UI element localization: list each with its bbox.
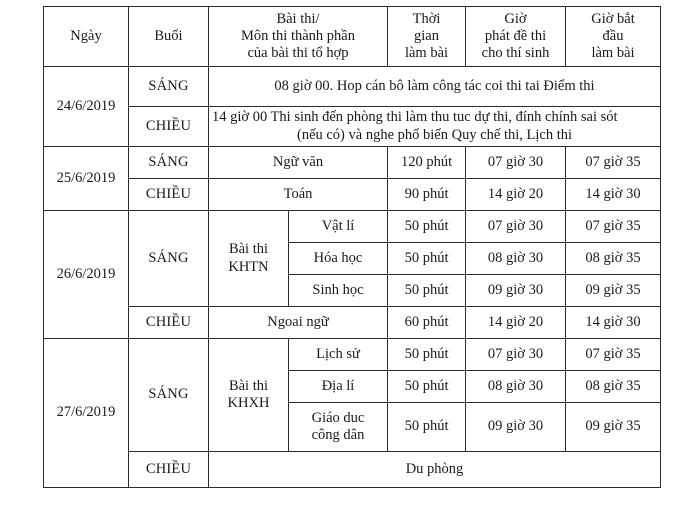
column-header-gio-bat-dau — [566, 7, 661, 67]
column-header-buoi: Buổi — [129, 7, 209, 67]
column-header-gio-phat-line2: phát đề thi — [484, 27, 547, 44]
cell-session-day2-afternoon: CHIỀU — [129, 179, 209, 211]
column-header-gio-phat-de — [466, 7, 566, 67]
cell-date-day3: 26/6/2019 — [44, 211, 129, 339]
column-header-gio-phat-line3: cho thí sinh — [481, 45, 550, 62]
cell-date-day1: 24/6/2019 — [44, 67, 129, 147]
cell-gio-bat-dau-toan: 14 giờ 30 — [566, 179, 661, 211]
exam-schedule-table — [43, 6, 661, 488]
cell-duration-hoa-hoc: 50 phút — [388, 243, 466, 275]
cell-duration-ngu-van: 120 phút — [388, 147, 466, 179]
cell-gio-phat-toan: 14 giờ 20 — [466, 179, 566, 211]
cell-gio-bat-dau-giao-duc-cong-dan: 09 giờ 35 — [566, 403, 661, 452]
cell-duration-giao-duc-cong-dan: 50 phút — [388, 403, 466, 452]
cell-gio-bat-dau-ngu-van: 07 giờ 35 — [566, 147, 661, 179]
cell-note-day1-morning: 08 giờ 00. Hop cán bô làm công tác coi thi tai Điểm thi — [209, 67, 661, 107]
cell-session-day3-afternoon: CHIỀU — [129, 307, 209, 339]
table-body — [44, 67, 661, 488]
column-header-thoi-gian — [388, 7, 466, 67]
column-header-bai-thi-line3: của bài thi tổ hợp — [247, 45, 349, 62]
column-header-gio-phat-line1: Giờ — [504, 10, 527, 27]
column-header-bai-thi-line2: Môn thi thành phần — [241, 27, 355, 44]
cell-duration-ngoai-ngu: 60 phút — [388, 307, 466, 339]
cell-note-day1-afternoon-line2: (nếu có) và nghe phổ biến Quy chế thi, Lịch thi — [296, 126, 573, 143]
cell-group-khxh-line1: Bài thi — [228, 377, 269, 394]
cell-session-day4-afternoon: CHIỀU — [129, 452, 209, 488]
cell-session-day2-morning: SÁNG — [129, 147, 209, 179]
table-row — [44, 452, 661, 488]
cell-gio-bat-dau-vat-li: 07 giờ 35 — [566, 211, 661, 243]
cell-gio-phat-ngu-van: 07 giờ 30 — [466, 147, 566, 179]
cell-gio-phat-dia-li: 08 giờ 30 — [466, 371, 566, 403]
table-header — [44, 7, 661, 67]
column-header-ngay: Ngày — [44, 7, 129, 67]
cell-subject-sinh-hoc: Sinh học — [289, 275, 388, 307]
cell-duration-vat-li: 50 phút — [388, 211, 466, 243]
cell-duration-lich-su: 50 phút — [388, 339, 466, 371]
column-header-thoi-gian-line2: gian — [414, 27, 439, 44]
cell-session-day3-morning: SÁNG — [129, 211, 209, 307]
column-header-gio-bat-dau-line3: làm bài — [591, 45, 635, 62]
cell-group-khtn — [209, 211, 289, 307]
column-header-gio-bat-dau-line2: đầu — [602, 27, 624, 44]
cell-subject-ngoai-ngu: Ngoai ngữ — [209, 307, 388, 339]
column-header-bai-thi — [209, 7, 388, 67]
cell-duration-dia-li: 50 phút — [388, 371, 466, 403]
cell-date-day2: 25/6/2019 — [44, 147, 129, 211]
column-header-bai-thi-line1: Bài thi/ — [276, 10, 320, 27]
cell-group-khxh — [209, 339, 289, 452]
header-row — [44, 7, 661, 67]
cell-subject-vat-li: Vật lí — [289, 211, 388, 243]
cell-gio-bat-dau-hoa-hoc: 08 giờ 35 — [566, 243, 661, 275]
cell-gio-bat-dau-lich-su: 07 giờ 35 — [566, 339, 661, 371]
cell-subject-giao-duc-cong-dan — [289, 403, 388, 452]
column-header-gio-bat-dau-line1: Giờ bắt — [591, 10, 635, 27]
cell-gio-bat-dau-dia-li: 08 giờ 35 — [566, 371, 661, 403]
table-row — [44, 67, 661, 107]
cell-gio-bat-dau-sinh-hoc: 09 giờ 35 — [566, 275, 661, 307]
cell-gio-phat-sinh-hoc: 09 giờ 30 — [466, 275, 566, 307]
cell-note-day1-afternoon — [209, 107, 661, 147]
table-row — [44, 339, 661, 371]
column-header-thoi-gian-line1: Thời — [412, 10, 441, 27]
cell-gio-bat-dau-ngoai-ngu: 14 giờ 30 — [566, 307, 661, 339]
table-row — [44, 211, 661, 243]
cell-gio-phat-lich-su: 07 giờ 30 — [466, 339, 566, 371]
cell-group-khtn-line1: Bài thi — [228, 241, 269, 258]
table-row — [44, 307, 661, 339]
cell-group-khtn-line2: KHTN — [228, 258, 269, 275]
cell-session-day1-afternoon: CHIỀU — [129, 107, 209, 147]
cell-gio-phat-giao-duc-cong-dan: 09 giờ 30 — [466, 403, 566, 452]
cell-subject-toan: Toán — [209, 179, 388, 211]
cell-duration-sinh-hoc: 50 phút — [388, 275, 466, 307]
cell-session-day1-morning: SÁNG — [129, 67, 209, 107]
cell-duration-toan: 90 phút — [388, 179, 466, 211]
table-row — [44, 107, 661, 147]
cell-subject-gdcd-line1: Giáo duc — [311, 409, 365, 426]
cell-group-khxh-line2: KHXH — [227, 395, 270, 411]
table-row — [44, 147, 661, 179]
cell-note-day1-afternoon-line1: 14 giờ 00 Thi sinh đến phòng thi làm thu tuc dự thi, đính chính sai sót — [212, 109, 618, 126]
cell-gio-phat-hoa-hoc: 08 giờ 30 — [466, 243, 566, 275]
column-header-thoi-gian-line3: làm bài — [404, 45, 449, 62]
cell-gio-phat-vat-li: 07 giờ 30 — [466, 211, 566, 243]
cell-date-day4: 27/6/2019 — [44, 339, 129, 488]
cell-gio-phat-ngoai-ngu: 14 giờ 20 — [466, 307, 566, 339]
table-row — [44, 179, 661, 211]
cell-reserve-du-phong: Du phòng — [209, 452, 661, 488]
cell-session-day4-morning: SÁNG — [129, 339, 209, 452]
cell-subject-ngu-van: Ngữ văn — [209, 147, 388, 179]
cell-subject-dia-li: Địa lí — [289, 371, 388, 403]
cell-subject-gdcd-line2: công dân — [311, 427, 365, 443]
cell-subject-lich-su: Lịch sử — [289, 339, 388, 371]
cell-subject-hoa-hoc: Hóa học — [289, 243, 388, 275]
